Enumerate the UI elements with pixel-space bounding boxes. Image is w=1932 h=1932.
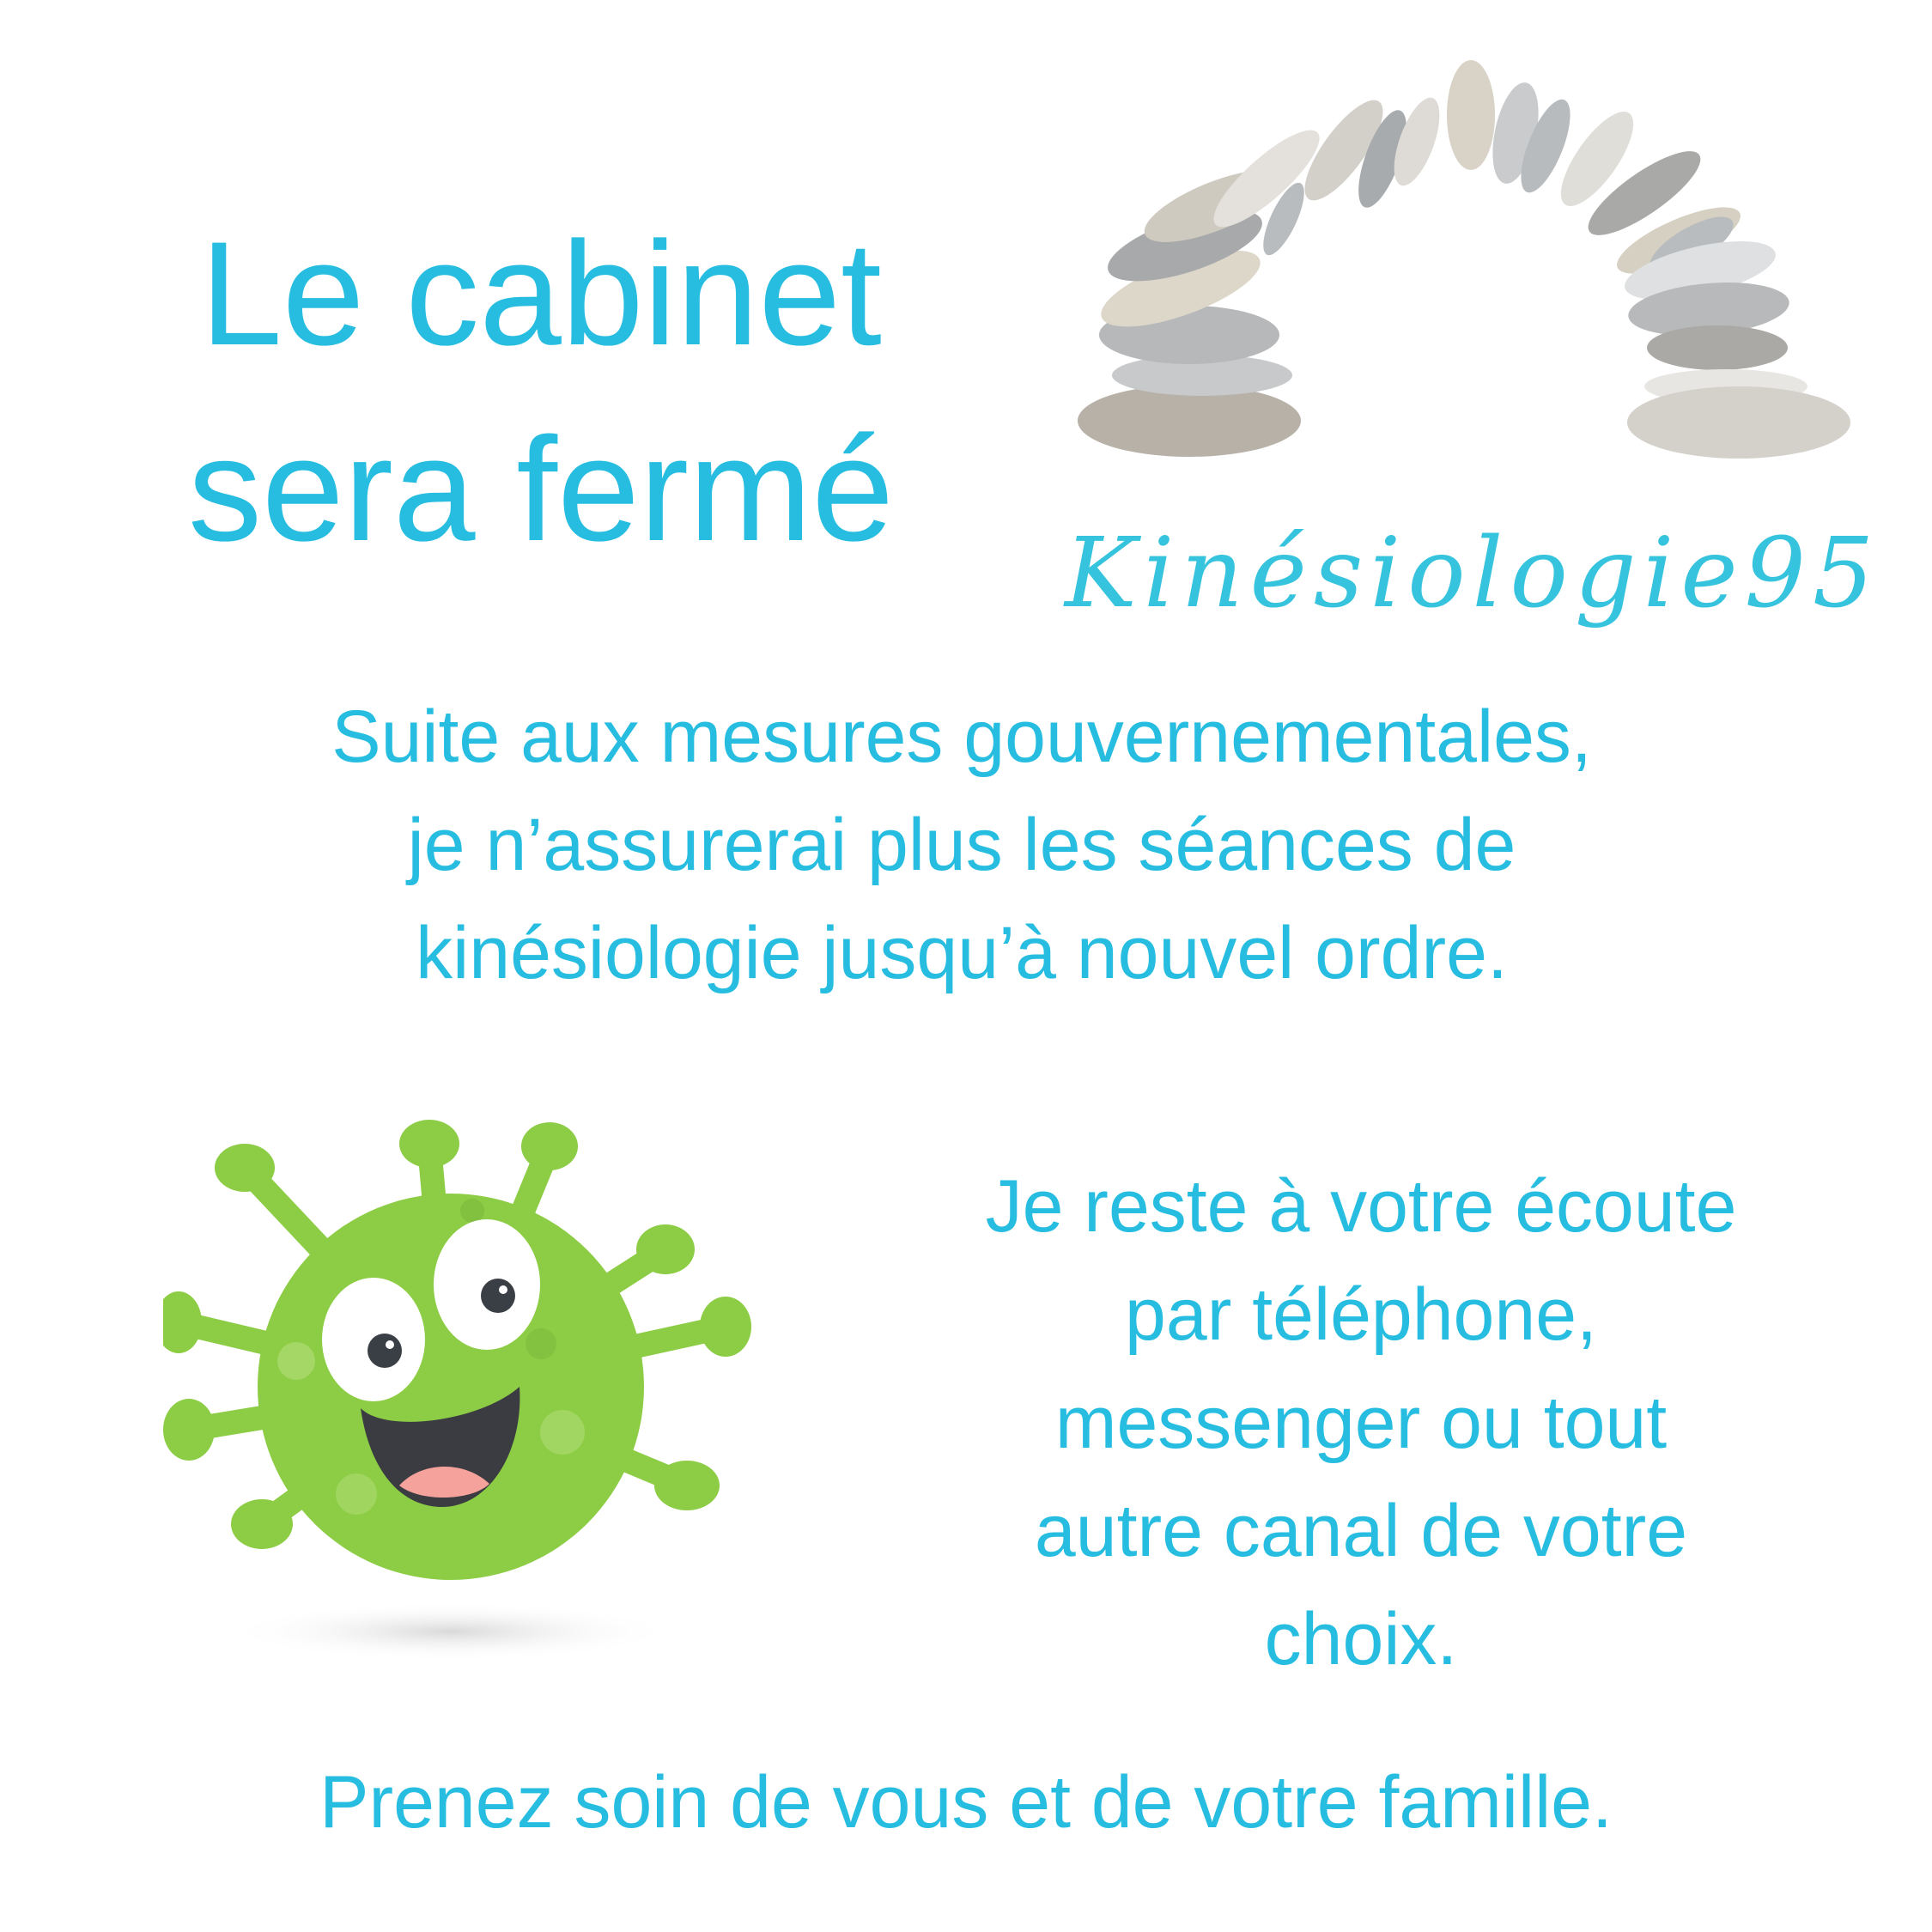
- notice-line-2: je n’assurerai plus les séances de: [407, 804, 1516, 886]
- closure-notice: [103, 683, 1820, 1007]
- closing-message: Prenez soin de vous et de votre famille.: [319, 1761, 1613, 1844]
- page-title: [103, 196, 979, 587]
- contact-line-2: par téléphone,: [1125, 1273, 1597, 1356]
- contact-line-1: Je reste à votre écoute: [985, 1165, 1737, 1248]
- contact-line-3: messenger ou tout: [1054, 1382, 1668, 1464]
- contact-message: [884, 1152, 1838, 1693]
- notice-line-1: Suite aux mesures gouvernementales,: [331, 696, 1592, 778]
- title-line-2: sera fermé: [187, 407, 895, 572]
- stone-arch-icon: [1078, 52, 1859, 498]
- notice-line-3: kinésiologie jusqu’à nouvel ordre.: [416, 912, 1508, 994]
- title-line-1: Le cabinet: [200, 211, 882, 376]
- contact-line-5: choix.: [1264, 1598, 1458, 1680]
- virus-icon: [163, 1108, 764, 1674]
- contact-line-4: autre canal de votre: [1034, 1490, 1688, 1572]
- brand-logo-text: Kinésiologie95: [1065, 518, 1881, 629]
